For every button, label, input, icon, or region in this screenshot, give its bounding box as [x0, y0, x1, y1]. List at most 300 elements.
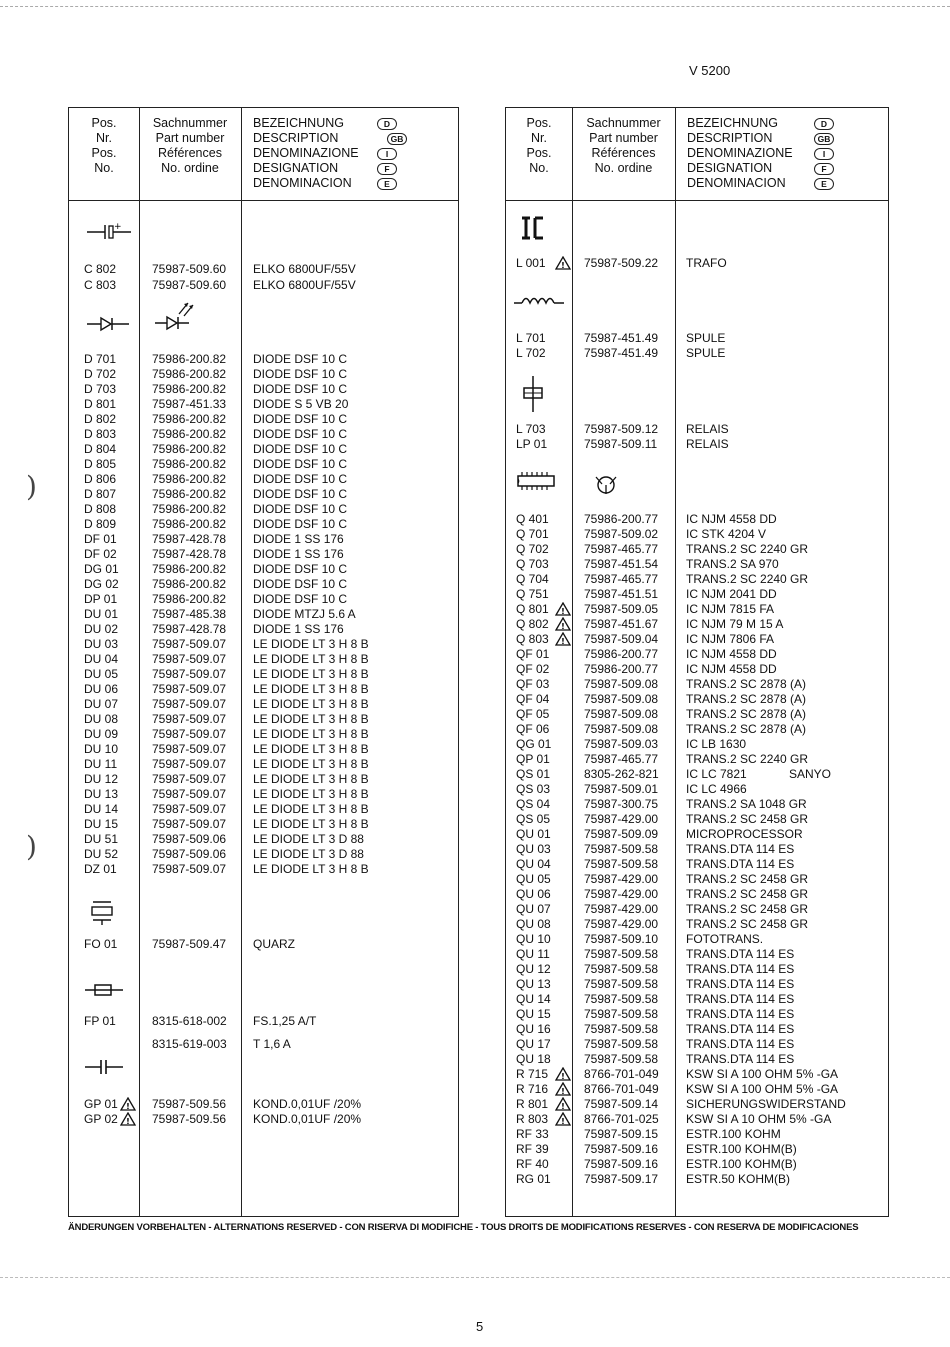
parts-row — [69, 517, 458, 532]
parts-row — [506, 707, 888, 722]
part-number: 75987-429.00 — [584, 902, 659, 916]
part-description: TRANS.2 SC 2878 (A) — [686, 707, 807, 721]
parts-row — [69, 352, 458, 367]
position-code: DU 02 — [84, 622, 119, 636]
svg-text:!: ! — [561, 1072, 565, 1081]
part-number-header: Sachnummer Part number Références No. ordine — [152, 116, 228, 175]
position-code: QU 10 — [516, 932, 551, 946]
position-code: D 801 — [84, 397, 117, 411]
part-description: TRANS.2 SA 1048 GR — [686, 797, 807, 811]
part-number: 75987-509.05 — [584, 602, 659, 616]
position-code: DU 03 — [84, 637, 119, 651]
position-code: Q 803 — [516, 632, 549, 646]
part-description: IC LC 7821 — [686, 767, 747, 781]
position-code: DZ 01 — [84, 862, 117, 876]
part-description: LE DIODE LT 3 H 8 B — [253, 862, 369, 876]
part-description: IC NJM 2041 DD — [686, 587, 777, 601]
part-number: 75987-509.58 — [584, 1022, 659, 1036]
part-description: LE DIODE LT 3 H 8 B — [253, 787, 369, 801]
part-description: TRANS.2 SC 2240 GR — [686, 572, 809, 586]
part-description: LE DIODE LT 3 H 8 B — [253, 667, 369, 681]
part-description: TRANS.DTA 114 ES — [686, 1052, 795, 1066]
part-number: 75987-509.07 — [152, 772, 227, 786]
part-number: 75987-429.00 — [584, 917, 659, 931]
parts-row — [506, 602, 888, 617]
part-number: 75987-451.67 — [584, 617, 659, 631]
part-number: 75987-509.07 — [152, 712, 227, 726]
part-number: 75987-509.01 — [584, 782, 659, 796]
position-code: DU 06 — [84, 682, 119, 696]
part-description: ESTR.100 KOHM(B) — [686, 1142, 797, 1156]
part-description: RELAIS — [686, 422, 729, 436]
position-code: DG 02 — [84, 577, 119, 591]
position-code: QF 01 — [516, 647, 550, 661]
part-description: SICHERUNGSWIDERSTAND — [686, 1097, 846, 1111]
position-code: R 715 — [516, 1067, 549, 1081]
parts-row — [69, 278, 458, 293]
parts-row — [69, 607, 458, 622]
part-number: 8766-701-025 — [584, 1112, 659, 1126]
part-number-header: Sachnummer Part number Références No. ordine — [586, 116, 661, 175]
part-description: LE DIODE LT 3 H 8 B — [253, 727, 369, 741]
parts-row — [69, 712, 458, 727]
parts-row — [506, 1127, 888, 1142]
binding-mark: ) — [26, 830, 37, 863]
svg-text:!: ! — [561, 1087, 565, 1096]
part-number: 75987-509.11 — [584, 437, 658, 451]
position-code: C 803 — [84, 278, 117, 292]
position-code: DU 13 — [84, 787, 119, 801]
part-description: IC LB 1630 — [686, 737, 747, 751]
position-code: D 808 — [84, 502, 117, 516]
parts-row — [506, 422, 888, 437]
part-description: ESTR.100 KOHM — [686, 1127, 781, 1141]
part-number: 75986-200.77 — [584, 662, 659, 676]
position-code: QU 12 — [516, 962, 551, 976]
part-description: ESTR.100 KOHM(B) — [686, 1157, 797, 1171]
lang-badge-gb: GB — [387, 133, 407, 145]
parts-row — [506, 857, 888, 872]
parts-row — [69, 562, 458, 577]
position-code: QS 03 — [516, 782, 551, 796]
parts-row — [506, 542, 888, 557]
position-code: QF 02 — [516, 662, 550, 676]
part-number: 75987-429.00 — [584, 887, 659, 901]
position-code: DU 12 — [84, 772, 119, 786]
position-code: DG 01 — [84, 562, 119, 576]
part-description: DIODE DSF 10 C — [253, 382, 348, 396]
part-number: 75987-509.58 — [584, 1037, 659, 1051]
part-number: 75986-200.82 — [152, 502, 227, 516]
top-rule — [0, 6, 950, 7]
position-code: L 001 — [516, 256, 546, 270]
parts-row — [69, 532, 458, 547]
part-description: DIODE DSF 10 C — [253, 577, 348, 591]
part-description: LE DIODE LT 3 H 8 B — [253, 682, 369, 696]
part-description: TRANS.DTA 114 ES — [686, 842, 795, 856]
parts-row — [506, 767, 888, 782]
binding-mark: ) — [26, 470, 37, 503]
diode-icon — [85, 314, 133, 334]
part-description: DIODE 1 SS 176 — [253, 532, 344, 546]
part-number: 75987-509.12 — [584, 422, 659, 436]
parts-row — [506, 917, 888, 932]
parts-row — [69, 412, 458, 427]
part-description: KSW SI A 100 OHM 5% -GA — [686, 1067, 839, 1081]
part-description: TRANS.DTA 114 ES — [686, 857, 795, 871]
part-number: 75987-509.02 — [584, 527, 659, 541]
part-number: 75987-509.58 — [584, 962, 659, 976]
language-badges — [814, 116, 834, 191]
parts-row — [69, 772, 458, 787]
safety-warning-icon — [555, 1112, 571, 1126]
safety-warning-icon — [555, 617, 571, 631]
part-number: 75986-200.82 — [152, 352, 227, 366]
part-number: 75987-509.14 — [584, 1097, 659, 1111]
parts-row — [69, 787, 458, 802]
position-code: DP 01 — [84, 592, 118, 606]
parts-row — [69, 667, 458, 682]
parts-row — [506, 557, 888, 572]
position-code: D 806 — [84, 472, 117, 486]
part-number: 75987-509.22 — [584, 256, 659, 270]
part-description: TRANS.2 SC 2878 (A) — [686, 692, 807, 706]
parts-row — [69, 1112, 458, 1127]
part-description: TRANS.DTA 114 ES — [686, 1022, 795, 1036]
parts-table-right — [505, 107, 889, 1217]
part-description: FS.1,25 A/T — [253, 1014, 317, 1028]
parts-row — [506, 1022, 888, 1037]
parts-row — [506, 722, 888, 737]
part-number: 75986-200.82 — [152, 577, 227, 591]
parts-row — [69, 577, 458, 592]
part-number: 75986-200.82 — [152, 562, 227, 576]
part-number: 75987-485.38 — [152, 607, 227, 621]
position-code: Q 801 — [516, 602, 549, 616]
pos-header: Pos. Nr. Pos. No. — [526, 116, 552, 175]
part-number: 75987-509.58 — [584, 977, 659, 991]
parts-row — [506, 812, 888, 827]
parts-row — [506, 587, 888, 602]
parts-row — [506, 1037, 888, 1052]
parts-row — [69, 487, 458, 502]
position-code: QF 04 — [516, 692, 550, 706]
position-code: QU 13 — [516, 977, 551, 991]
svg-text:!: ! — [561, 637, 565, 646]
part-description: IC NJM 4558 DD — [686, 662, 777, 676]
part-description: TRANS.DTA 114 ES — [686, 962, 795, 976]
position-code: Q 802 — [516, 617, 549, 631]
description-header: BEZEICHNUNG DESCRIPTION DENOMINAZIONE DESIGNATION DENOMINACION — [687, 116, 793, 190]
parts-row — [69, 457, 458, 472]
part-description: IC LC 4966 — [686, 782, 747, 796]
manufacturer: SANYO — [789, 767, 832, 781]
lang-badge-d: D — [814, 118, 834, 130]
parts-row — [506, 827, 888, 842]
position-code: Q 751 — [516, 587, 549, 601]
model-number: V 5200 — [689, 63, 731, 78]
part-number: 75987-509.58 — [584, 1052, 659, 1066]
position-code: QU 03 — [516, 842, 551, 856]
coil-icon — [512, 292, 566, 308]
part-description: T 1,6 A — [253, 1037, 291, 1051]
part-number: 75987-451.51 — [584, 587, 659, 601]
parts-row — [69, 427, 458, 442]
part-description: IC STK 4204 V — [686, 527, 767, 541]
part-number: 75987-509.15 — [584, 1127, 659, 1141]
part-number: 75987-509.08 — [584, 722, 659, 736]
parts-row — [69, 1097, 458, 1112]
position-code: Q 703 — [516, 557, 549, 571]
part-number: 75986-200.82 — [152, 442, 227, 456]
part-description: DIODE 1 SS 176 — [253, 547, 344, 561]
pos-header: Pos. Nr. Pos. No. — [91, 116, 117, 175]
description-header: BEZEICHNUNG DESCRIPTION DENOMINAZIONE DESIGNATION DENOMINACION — [253, 116, 359, 190]
position-code: LP 01 — [516, 437, 548, 451]
part-description: KOND.0,01UF /20% — [253, 1097, 362, 1111]
part-number: 75987-509.08 — [584, 692, 659, 706]
part-number: 75986-200.82 — [152, 382, 227, 396]
position-code: DU 52 — [84, 847, 119, 861]
part-number: 75986-200.82 — [152, 592, 227, 606]
part-number: 75987-451.49 — [584, 346, 659, 360]
position-code: DU 15 — [84, 817, 119, 831]
parts-row — [506, 782, 888, 797]
part-description: SPULE — [686, 346, 726, 360]
part-number: 8766-701-049 — [584, 1082, 659, 1096]
parts-row — [506, 437, 888, 452]
part-description: FOTOTRANS. — [686, 932, 764, 946]
part-description: ESTR.50 KOHM(B) — [686, 1172, 791, 1186]
part-number: 75987-509.58 — [584, 1007, 659, 1021]
part-description: DIODE 1 SS 176 — [253, 622, 344, 636]
part-description: KSW SI A 10 OHM 5% -GA — [686, 1112, 832, 1126]
lang-badge-e: E — [814, 178, 834, 190]
parts-row — [506, 1112, 888, 1127]
header-divider — [506, 200, 888, 201]
parts-row — [506, 512, 888, 527]
parts-row — [69, 382, 458, 397]
position-code: QU 18 — [516, 1052, 551, 1066]
part-number: 75987-300.75 — [584, 797, 659, 811]
position-code: QU 07 — [516, 902, 551, 916]
lang-badge-i: I — [377, 148, 397, 160]
transistor-icon — [592, 472, 620, 498]
part-number: 75987-509.16 — [584, 1157, 659, 1171]
position-code: FP 01 — [84, 1014, 116, 1028]
svg-text:!: ! — [561, 1102, 565, 1111]
parts-row — [506, 752, 888, 767]
parts-row — [506, 1007, 888, 1022]
parts-row — [69, 742, 458, 757]
part-number: 75987-509.60 — [152, 262, 227, 276]
part-description: TRANS.2 SC 2878 (A) — [686, 722, 807, 736]
parts-row — [69, 697, 458, 712]
parts-row — [506, 346, 888, 361]
transformer-icon — [518, 214, 558, 242]
part-number: 75986-200.82 — [152, 472, 227, 486]
parts-row — [69, 442, 458, 457]
parts-row — [506, 1157, 888, 1172]
part-number: 75987-428.78 — [152, 622, 227, 636]
position-code: RF 39 — [516, 1142, 549, 1156]
parts-row — [69, 502, 458, 517]
parts-row — [69, 547, 458, 562]
part-description: ELKO 6800UF/55V — [253, 262, 356, 276]
parts-row — [69, 637, 458, 652]
position-code: L 701 — [516, 331, 546, 345]
lang-badge-gb: GB — [814, 133, 834, 145]
part-number: 8315-619-003 — [152, 1037, 227, 1051]
part-number: 75987-509.58 — [584, 842, 659, 856]
position-code: RF 33 — [516, 1127, 549, 1141]
lang-badge-i: I — [814, 148, 834, 160]
parts-row — [69, 1014, 458, 1029]
parts-table-left — [68, 107, 459, 1217]
part-description: IC NJM 4558 DD — [686, 512, 777, 526]
parts-row — [506, 1172, 888, 1187]
position-code: DU 05 — [84, 667, 119, 681]
position-code: D 701 — [84, 352, 117, 366]
parts-row — [506, 947, 888, 962]
position-code: DU 01 — [84, 607, 119, 621]
part-number: 75987-451.54 — [584, 557, 659, 571]
position-code: GP 01 — [84, 1097, 118, 1111]
part-description: TRAFO — [686, 256, 727, 270]
position-code: Q 701 — [516, 527, 549, 541]
part-number: 75987-509.07 — [152, 682, 227, 696]
position-code: D 703 — [84, 382, 117, 396]
part-description: LE DIODE LT 3 D 88 — [253, 847, 364, 861]
parts-row — [69, 652, 458, 667]
lang-badge-e: E — [377, 178, 397, 190]
parts-row — [69, 802, 458, 817]
position-code: QU 04 — [516, 857, 551, 871]
part-description: DIODE DSF 10 C — [253, 517, 348, 531]
parts-row — [506, 632, 888, 647]
part-number: 75987-509.07 — [152, 787, 227, 801]
parts-row — [506, 992, 888, 1007]
part-number: 75986-200.82 — [152, 457, 227, 471]
part-description: LE DIODE LT 3 H 8 B — [253, 712, 369, 726]
parts-row — [506, 977, 888, 992]
part-description: KSW SI A 100 OHM 5% -GA — [686, 1082, 839, 1096]
part-number: 75987-509.07 — [152, 817, 227, 831]
lang-badge-f: F — [814, 163, 834, 175]
position-code: DU 09 — [84, 727, 119, 741]
part-number: 75987-509.56 — [152, 1112, 227, 1126]
part-number: 75987-509.08 — [584, 707, 659, 721]
lang-badge-f: F — [377, 163, 397, 175]
part-description: TRANS.2 SC 2458 GR — [686, 902, 809, 916]
part-description: TRANS.2 SC 2240 GR — [686, 542, 809, 556]
part-description: ELKO 6800UF/55V — [253, 278, 356, 292]
position-code: L 702 — [516, 346, 546, 360]
part-description: IC NJM 4558 DD — [686, 647, 777, 661]
part-description: TRANS.2 SC 2458 GR — [686, 872, 809, 886]
part-description: TRANS.2 SC 2458 GR — [686, 887, 809, 901]
part-description: LE DIODE LT 3 H 8 B — [253, 757, 369, 771]
part-number: 75987-509.06 — [152, 832, 227, 846]
position-code: QU 15 — [516, 1007, 551, 1021]
part-description: LE DIODE LT 3 D 88 — [253, 832, 364, 846]
parts-row — [506, 1142, 888, 1157]
safety-warning-icon — [555, 1097, 571, 1111]
parts-row — [506, 1067, 888, 1082]
part-description: TRANS.2 SA 970 — [686, 557, 779, 571]
position-code: QU 11 — [516, 947, 550, 961]
position-code: Q 401 — [516, 512, 549, 526]
position-code: QF 05 — [516, 707, 550, 721]
parts-row — [506, 331, 888, 346]
position-code: QS 05 — [516, 812, 551, 826]
parts-row — [69, 937, 458, 952]
position-code: DU 14 — [84, 802, 119, 816]
position-code: QF 03 — [516, 677, 550, 691]
position-code: DU 08 — [84, 712, 119, 726]
relay-icon — [520, 374, 546, 414]
part-description: DIODE DSF 10 C — [253, 367, 348, 381]
parts-row — [69, 367, 458, 382]
svg-text:!: ! — [561, 1117, 565, 1126]
part-description: DIODE DSF 10 C — [253, 502, 348, 516]
position-code: DU 04 — [84, 652, 119, 666]
parts-row — [69, 847, 458, 862]
part-number: 75987-451.33 — [152, 397, 227, 411]
part-number: 75987-509.47 — [152, 937, 227, 951]
part-number: 75987-509.04 — [584, 632, 659, 646]
part-number: 8315-618-002 — [152, 1014, 227, 1028]
part-number: 75987-509.58 — [584, 947, 659, 961]
part-description: DIODE DSF 10 C — [253, 487, 348, 501]
part-description: DIODE DSF 10 C — [253, 472, 348, 486]
part-number: 75987-509.58 — [584, 992, 659, 1006]
page-number: 5 — [476, 1319, 484, 1334]
parts-row — [69, 1037, 458, 1052]
part-description: LE DIODE LT 3 H 8 B — [253, 772, 369, 786]
position-code: QU 05 — [516, 872, 551, 886]
part-description: DIODE DSF 10 C — [253, 412, 348, 426]
part-number: 75987-428.78 — [152, 547, 227, 561]
position-code: QU 08 — [516, 917, 551, 931]
position-code: D 804 — [84, 442, 117, 456]
part-number: 75987-509.07 — [152, 727, 227, 741]
part-number: 75987-509.09 — [584, 827, 659, 841]
position-code: RG 01 — [516, 1172, 551, 1186]
parts-row — [506, 572, 888, 587]
position-code: DU 51 — [84, 832, 119, 846]
position-code: QP 01 — [516, 752, 550, 766]
part-description: DIODE DSF 10 C — [253, 442, 348, 456]
part-description: DIODE S 5 VB 20 — [253, 397, 349, 411]
part-number: 75987-509.17 — [584, 1172, 659, 1186]
led-icon — [153, 298, 203, 332]
part-number: 75987-509.16 — [584, 1142, 659, 1156]
part-description: IC NJM 79 M 15 A — [686, 617, 784, 631]
part-number: 75986-200.77 — [584, 647, 659, 661]
part-number: 75987-509.56 — [152, 1097, 227, 1111]
language-badges — [377, 116, 407, 191]
parts-row — [69, 757, 458, 772]
parts-row — [506, 842, 888, 857]
part-description: SPULE — [686, 331, 726, 345]
part-number: 75987-509.07 — [152, 742, 227, 756]
part-number: 75987-465.77 — [584, 572, 659, 586]
parts-row — [69, 727, 458, 742]
svg-text:!: ! — [561, 261, 565, 270]
svg-text:!: ! — [126, 1102, 130, 1111]
parts-row — [506, 1082, 888, 1097]
